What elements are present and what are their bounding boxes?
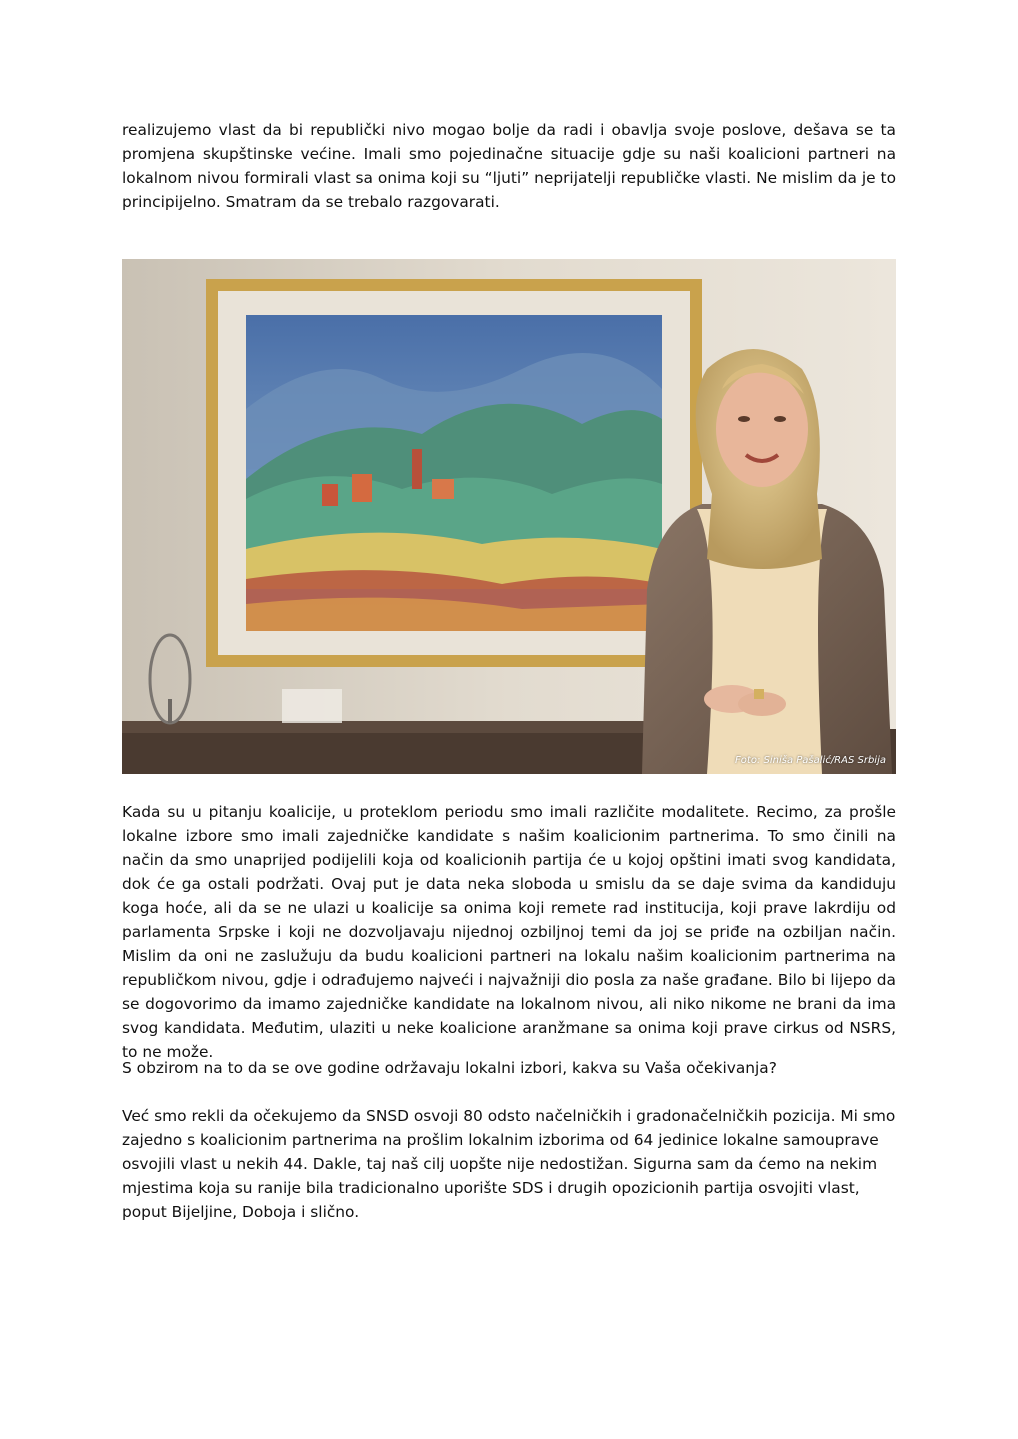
- intro-paragraph: realizujemo vlast da bi republički nivo mogao bolje da radi i obavlja svoje poslove, dešava se ta promjena skupštinske većine. Imali smo pojedinačne situacije gdje su naši koalicioni partneri na lokalnom nivou formirali vlast sa onima koji su “ljuti” neprijatelji republičke vlasti. Ne mislim da je to principijelno. Smatram da se trebalo razgovarati.: [122, 121, 896, 211]
- article-photo: [122, 259, 896, 774]
- answer-paragraph: Već smo rekli da očekujemo da SNSD osvoji 80 odsto načelničkih i gradonačelničkih pozicija. Mi smo zajedno s koalicionim partnerima na prošlim lokalnim izborima od 64 jedinice lokalne samouprave osvojili vlast u nekih 44. Dakle, taj naš cilj uopšte nije nedostižan. Sigurna sam da ćemo na nekim mjestima koja su ranije bila tradicionalno uporište SDS i drugih opozicionih partija osvojiti vlast, poput Bijeljine, Doboja i slično.: [122, 1107, 896, 1221]
- coalitions-paragraph: Kada su u pitanju koalicije, u proteklom periodu smo imali različite modalitete. Recimo, za prošle lokalne izbore smo imali zajedničke kandidate s našim koalicionim partnerima. To smo činili na način da smo unaprijed podijelili koja od koalicionih partija će u kojoj opštini imati svog kandidata, dok će ga ostali podržati. Ovaj put je data neka sloboda u smislu da se daje svima da kandiduju koga hoće, ali da se ne ulazi u koalicije sa onima koji remete rad institucija, koji prave lakrdiju od parlamenta Srpske i koji ne dozvoljavaju nijednoj ozbiljnoj temi da joj se priđe na ozbiljan način. Mislim da oni ne zaslužuju da budu koalicioni partneri na lokalu našim koalicionim partnerima na republičkom nivou, gdje i odrađujemo najveći i najvažniji dio posla za naše građane. Bilo bi lijepo da se dogovorimo da imamo zajedničke kandidate na lokalnom nivou, ali niko nikome ne brani da ima svog kandidata. Međutim, ulaziti u neke koalicione aranžmane sa onima koji prave cirkus od NSRS, to ne može.: [122, 803, 896, 1061]
- photo-illustration: [122, 259, 896, 774]
- photo-caption: Foto: Siniša Pašalić/RAS Srbija: [735, 755, 886, 766]
- interview-question: S obzirom na to da se ove godine održavaju lokalni izbori, kakva su Vaša očekivanja?: [122, 1059, 777, 1077]
